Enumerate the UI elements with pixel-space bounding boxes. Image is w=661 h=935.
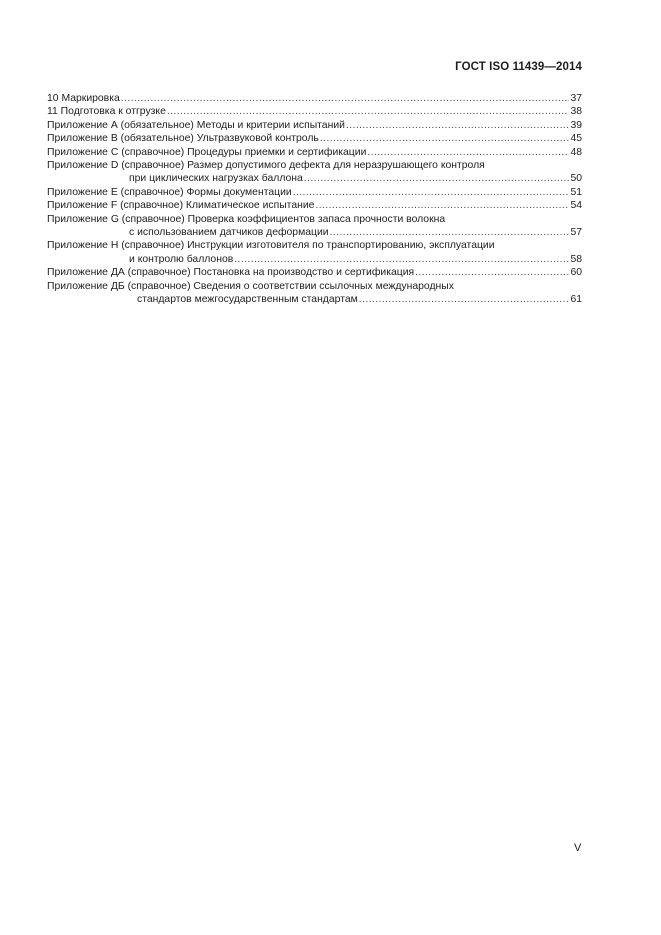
toc-leader-dots bbox=[415, 266, 569, 279]
toc-entry-title: Приложение Н (справочное) Инструкции изготовителя по транспортированию, эксплуатации bbox=[47, 240, 495, 252]
toc-leader-dots bbox=[320, 132, 569, 145]
toc-entry-page: 51 bbox=[570, 186, 582, 198]
toc-entry-page: 60 bbox=[570, 267, 582, 279]
document-header: ГОСТ ISO 11439—2014 bbox=[455, 61, 582, 73]
toc-entry[interactable] bbox=[47, 213, 582, 240]
toc-entry-page: 38 bbox=[570, 106, 582, 118]
toc-entry[interactable] bbox=[47, 280, 582, 307]
toc-entry-page: 50 bbox=[570, 173, 582, 185]
table-of-contents bbox=[47, 92, 582, 307]
toc-leader-dots bbox=[315, 199, 569, 212]
toc-leader-dots bbox=[234, 253, 569, 266]
toc-entry-page: 61 bbox=[570, 294, 582, 306]
toc-entry[interactable] bbox=[47, 146, 582, 159]
toc-leader-dots bbox=[167, 105, 569, 118]
toc-entry-page: 57 bbox=[570, 227, 582, 239]
toc-leader-dots bbox=[293, 186, 569, 199]
toc-entry-title-continued: при циклических нагрузках баллона bbox=[129, 173, 303, 185]
page-number: V bbox=[574, 842, 582, 854]
toc-entry-title: 10 Маркировка bbox=[47, 93, 120, 104]
toc-leader-dots bbox=[346, 119, 569, 132]
toc-entry-page: 39 bbox=[570, 119, 582, 131]
toc-entry-title: Приложение А (обязательное) Методы и критерии испытаний bbox=[47, 119, 345, 131]
toc-entry-page: 37 bbox=[570, 93, 582, 104]
toc-entry[interactable] bbox=[47, 239, 582, 266]
toc-entry[interactable] bbox=[47, 159, 582, 186]
toc-entry[interactable] bbox=[47, 199, 582, 212]
toc-leader-dots bbox=[359, 293, 569, 306]
toc-entry-title: Приложение ДБ (справочное) Сведения о соответствии ссылочных международных bbox=[47, 280, 454, 292]
toc-entry-title: Приложение Е (справочное) Формы документации bbox=[47, 186, 292, 198]
toc-leader-dots bbox=[304, 172, 569, 185]
toc-entry-title-continued: с использованием датчиков деформации bbox=[129, 227, 329, 239]
toc-entry-page: 48 bbox=[570, 146, 582, 158]
toc-entry-title: Приложение С (справочное) Процедуры приемки и сертификации bbox=[47, 146, 367, 158]
toc-entry-title: Приложение В (обязательное) Ультразвуковой контроль bbox=[47, 133, 319, 145]
toc-entry-page: 58 bbox=[570, 253, 582, 265]
toc-entry-title-continued: стандартов межгосударственным стандартам bbox=[137, 294, 358, 306]
toc-leader-dots bbox=[330, 226, 569, 239]
toc-entry-title: 11 Подготовка к отгрузке bbox=[47, 106, 166, 118]
toc-leader-dots bbox=[367, 146, 569, 159]
toc-entry-title-continued: и контролю баллонов bbox=[129, 253, 234, 265]
toc-entry[interactable] bbox=[47, 266, 582, 279]
toc-entry-page: 54 bbox=[570, 200, 582, 212]
toc-entry[interactable] bbox=[47, 105, 582, 118]
toc-entry[interactable] bbox=[47, 132, 582, 145]
toc-entry[interactable] bbox=[47, 92, 582, 105]
toc-entry[interactable] bbox=[47, 186, 582, 199]
toc-entry-title: Приложение D (справочное) Размер допустимого дефекта для неразрушающего контроля bbox=[47, 160, 485, 172]
toc-entry-title: Приложение G (справочное) Проверка коэффициентов запаса прочности волокна bbox=[47, 213, 446, 225]
toc-entry[interactable] bbox=[47, 119, 582, 132]
toc-entry-page: 45 bbox=[570, 133, 582, 145]
toc-entry-title: Приложение ДА (справочное) Постановка на производство и сертификация bbox=[47, 267, 415, 279]
toc-entry-title: Приложение F (справочное) Климатическое испытание bbox=[47, 200, 315, 212]
toc-leader-dots bbox=[121, 92, 569, 105]
